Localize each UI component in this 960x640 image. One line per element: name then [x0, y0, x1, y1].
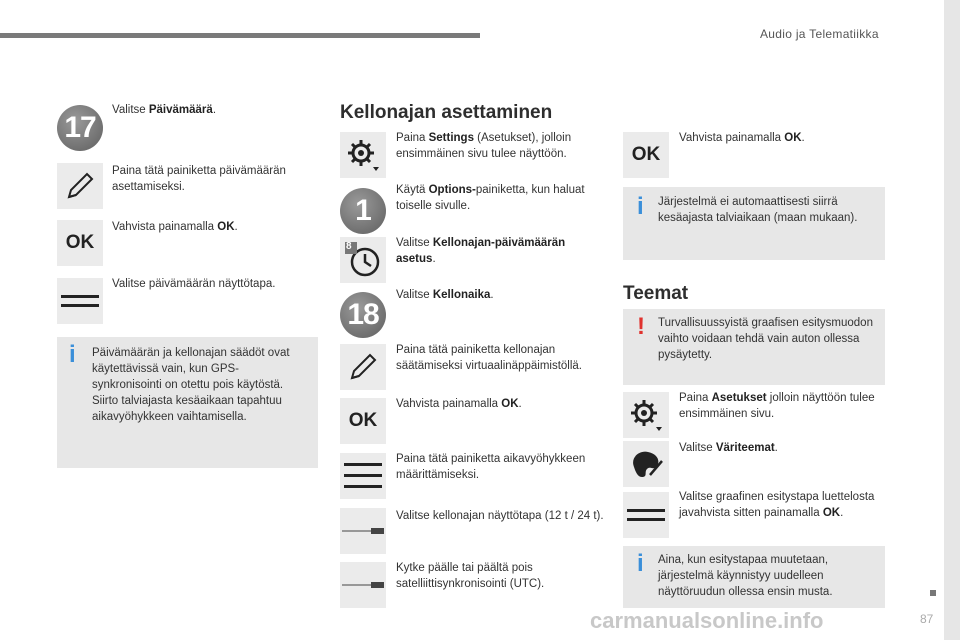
step-1-icon: 1	[340, 188, 386, 234]
themes-text: Valitse Väriteemat.	[679, 442, 778, 454]
toggle-icon	[340, 562, 386, 608]
list-icon	[57, 278, 103, 324]
ok-button-3: OK	[623, 132, 669, 178]
warning-box	[623, 309, 885, 385]
clock-icon	[340, 237, 386, 283]
step-18-icon: 18	[340, 292, 386, 338]
heading-clock: Kellonajan asettaminen	[340, 102, 553, 123]
ok-text-2: Vahvista painamalla OK.	[396, 398, 522, 410]
timezone-text: Paina tätä painiketta aikavyöhykkeen määrittämiseksi.	[396, 453, 586, 481]
list-icon-2	[623, 492, 669, 538]
menu-icon	[340, 453, 386, 499]
warning-text: Turvallisuussyistä graafisen esitysmuodon vaihto voidaan tehdä vain auton ollessa pysäytetty.	[658, 317, 873, 361]
palette-icon	[623, 441, 669, 487]
watermark: carmanualsonline.info	[590, 608, 824, 633]
ok-button-2: OK	[340, 398, 386, 444]
clock-badge: 8	[346, 241, 352, 252]
info-icon: i	[69, 341, 76, 368]
info-icon-2: i	[637, 193, 644, 220]
info-text-right-2: Aina, kun esitystapaa muutetaan, järjestelmä käynnistyy uudelleen näyttöruudun ollessa ensin musta.	[658, 554, 833, 598]
pencil-icon	[57, 163, 103, 209]
page-number: 87	[920, 612, 934, 626]
step-18-text: Valitse Kellonaika.	[396, 289, 494, 301]
utc-text: Kytke päälle tai päältä pois satelliittisynkronisointi (UTC).	[396, 562, 545, 590]
step-17-icon: 17	[57, 105, 103, 151]
bullet-mark	[930, 590, 936, 596]
clock-format-text: Valitse kellonajan näyttötapa (12 t / 24 t).	[396, 510, 604, 522]
step-1-text: Käytä Options-painiketta, kun haluat toiselle sivulle.	[396, 184, 585, 212]
info-icon-3: i	[637, 550, 644, 577]
ok-text: Vahvista painamalla OK.	[112, 221, 238, 233]
clock-text: Valitse Kellonajan-päivämäärän asetus.	[396, 237, 566, 265]
pencil-text-2: Paina tätä painiketta kellonajan säätämiseksi virtuaalinäppäimistöllä.	[396, 344, 582, 372]
page-sidebar	[944, 0, 960, 640]
top-bar	[0, 33, 480, 38]
heading-themes: Teemat	[623, 283, 689, 304]
info-text-left: Päivämäärän ja kellonajan säädöt ovat käytettävissä vain, kun GPS-synkronisointi on otettu pois käytöstä. Siirto talviajasta kesäaikaan tapahtuu aikavyöhykkeen vaihtamisella.	[92, 347, 290, 423]
slider-icon	[340, 508, 386, 554]
graphic-text: Valitse graafinen esitystapa luettelosta javahvista sitten painamalla OK.	[679, 491, 875, 519]
ok-text-3: Vahvista painamalla OK.	[679, 132, 805, 144]
format-text: Valitse päivämäärän näyttötapa.	[112, 278, 276, 290]
settings-text: Paina Settings (Asetukset), jolloin ensimmäinen sivu tulee näyttöön.	[396, 132, 572, 160]
section-title: Audio ja Telematiikka	[760, 27, 879, 41]
info-box-right-2	[623, 546, 885, 608]
settings-text-2: Paina Asetukset jolloin näyttöön tulee ensimmäinen sivu.	[679, 392, 875, 420]
step-17-text: Valitse Päivämäärä.	[112, 104, 217, 116]
info-box-left	[57, 337, 318, 468]
pencil-text: Paina tätä painiketta päivämäärän asettamiseksi.	[112, 165, 286, 193]
settings-gear-icon-2	[623, 392, 669, 438]
info-box-right-1	[623, 187, 885, 260]
warning-icon: !	[637, 313, 645, 340]
pencil-icon-2	[340, 344, 386, 390]
settings-gear-icon	[340, 132, 386, 178]
ok-button: OK	[57, 220, 103, 266]
info-text-right-1: Järjestelmä ei automaattisesti siirrä kesäajasta talviaikaan (maan mukaan).	[658, 196, 858, 224]
